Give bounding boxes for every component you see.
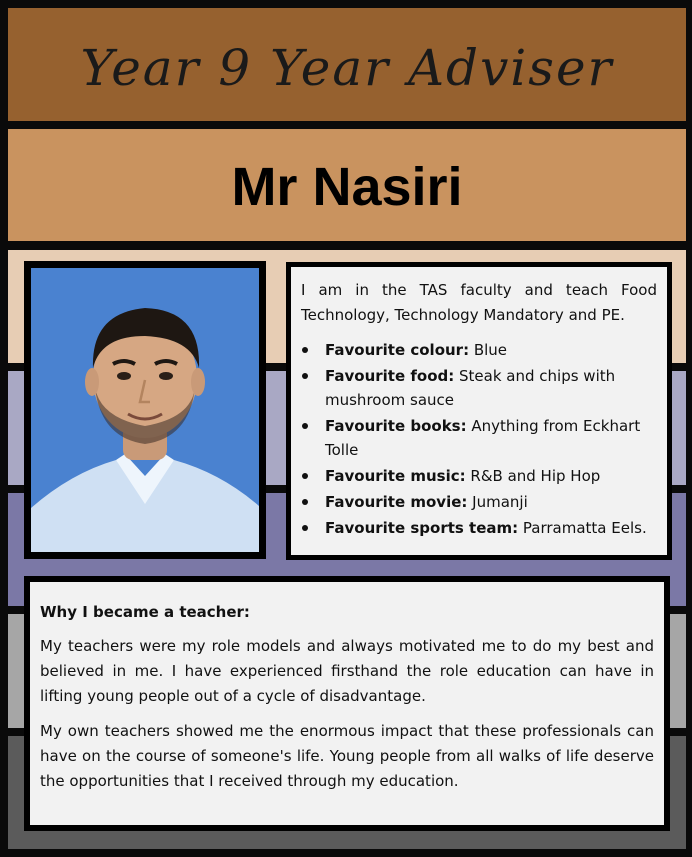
list-item-favourite-colour <box>301 338 657 362</box>
portrait-icon <box>31 268 259 552</box>
fact-label: Favourite colour: <box>325 341 470 359</box>
adviser-name: Mr Nasiri <box>231 157 463 217</box>
fact-value: Steak and chips with mushroom sauce <box>325 367 616 409</box>
favourites-list <box>301 338 657 540</box>
fact-value: Parramatta Eels. <box>518 519 647 537</box>
fact-label: Favourite movie: <box>325 493 468 511</box>
bullet-icon <box>302 499 308 505</box>
why-heading: Why I became a teacher: <box>40 603 250 621</box>
bullet-icon <box>302 373 308 379</box>
why-paragraph-1: My teachers were my role models and always motivated me to do my best and believed in me. I have experienced firsthand the role education can have in lifting young people out of a cycle of disadvantage. <box>40 637 654 705</box>
fact-label: Favourite food: <box>325 367 455 385</box>
profile-info-box <box>286 262 672 560</box>
photo-frame <box>24 261 266 559</box>
fact-label: Favourite sports team: <box>325 519 519 537</box>
bullet-icon <box>302 473 308 479</box>
fact-label: Favourite music: <box>325 467 466 485</box>
list-item-favourite-movie <box>301 490 657 514</box>
profile-intro: I am in the TAS faculty and teach Food Technology, Technology Mandatory and PE. <box>301 281 657 324</box>
bullet-icon <box>302 423 308 429</box>
fact-value: R&B and Hip Hop <box>465 467 601 485</box>
list-item-favourite-food <box>301 364 657 412</box>
bullet-icon <box>302 525 308 531</box>
fact-value: Anything from Eckhart Tolle <box>325 417 641 459</box>
bullet-icon <box>302 347 308 353</box>
list-item-favourite-sports-team <box>301 516 657 540</box>
fact-value: Jumanji <box>467 493 528 511</box>
profile-info-content <box>291 267 667 555</box>
list-item-favourite-music <box>301 464 657 488</box>
why-teacher-content <box>30 582 664 825</box>
why-paragraph-2: My own teachers showed me the enormous impact that these professionals can have on the course of someone's life. Young people from all walks of life deserve the opportunities that I received through my education. <box>40 722 654 790</box>
fact-value: Blue <box>469 341 508 359</box>
list-item-favourite-books <box>301 414 657 462</box>
portrait-photo <box>31 268 259 552</box>
why-teacher-box <box>24 576 670 831</box>
fact-label: Favourite books: <box>325 417 467 435</box>
page-title: Year 9 Year Adviser <box>80 39 614 97</box>
